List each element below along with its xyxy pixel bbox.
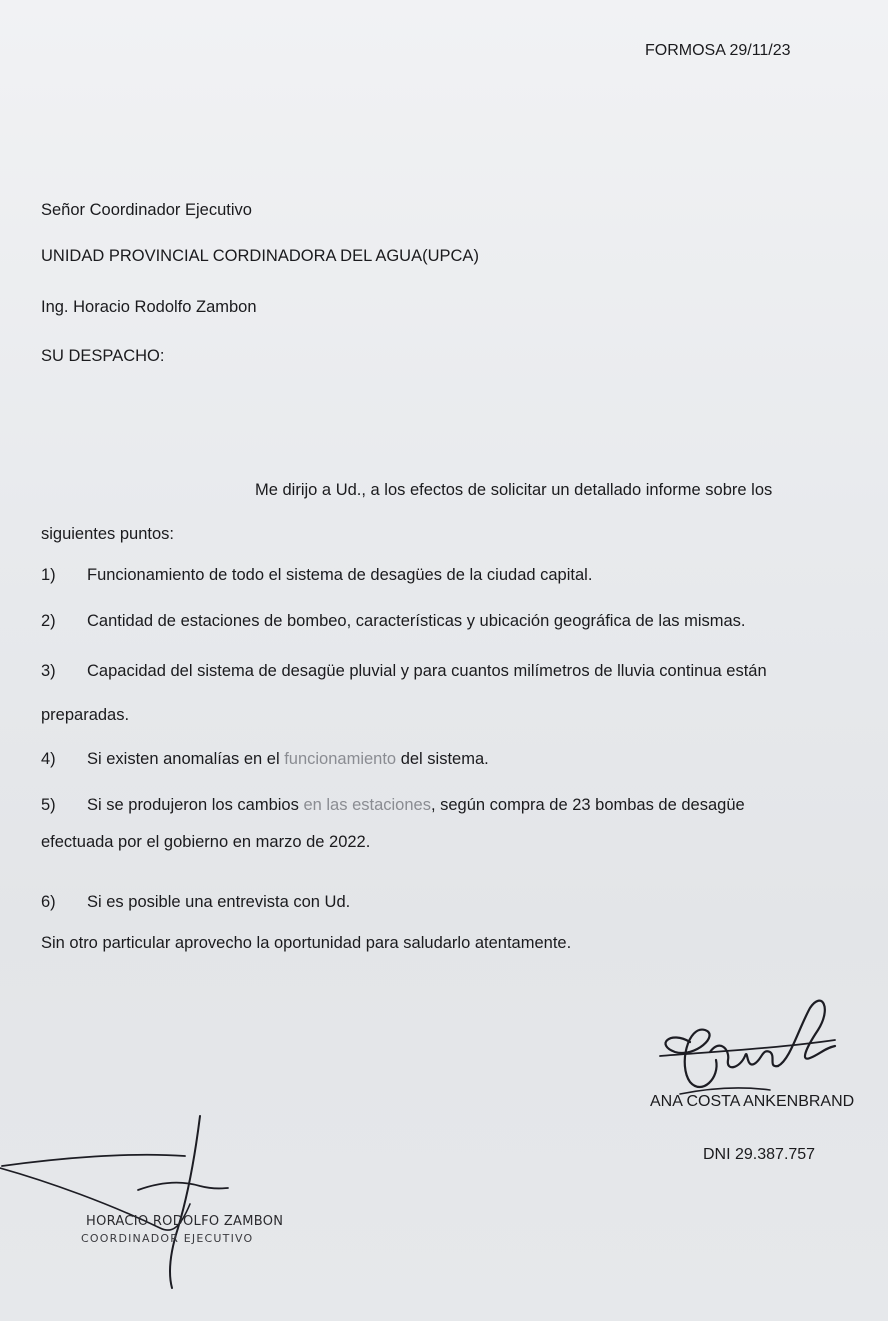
list-item-2	[41, 612, 746, 631]
list-item-text: Funcionamiento de todo el sistema de desagües de la ciudad capital.	[87, 566, 593, 584]
list-item-3-continuation: preparadas.	[41, 706, 130, 724]
letter-date: FORMOSA 29/11/23	[645, 42, 791, 59]
receipt-stamp-name: HORACIO RODOLFO ZAMBON	[86, 1214, 284, 1229]
list-item-4	[41, 750, 489, 769]
recipient-name: Ing. Horacio Rodolfo Zambon	[41, 298, 257, 316]
list-item-text: , según compra de 23 bombas de desagüe	[430, 796, 745, 814]
list-item-number: 4)	[41, 750, 56, 768]
list-item-text: Si existen anomalías en el	[87, 750, 285, 768]
recipient-organization: UNIDAD PROVINCIAL CORDINADORA DEL AGUA(UPCA)	[41, 247, 479, 265]
recipient-office: SU DESPACHO:	[41, 347, 165, 365]
receipt-stamp-title: COORDINADOR EJECUTIVO	[81, 1232, 254, 1245]
closing-sentence: Sin otro particular aprovecho la oportunidad para saludarlo atentamente.	[41, 934, 572, 952]
list-item-number: 6)	[41, 893, 56, 911]
intro-paragraph-line2: siguientes puntos:	[41, 525, 175, 543]
sender-signature	[650, 990, 880, 1100]
list-item-text: Cantidad de estaciones de bombeo, características y ubicación geográfica de las mismas.	[87, 612, 746, 630]
signatory-name: ANA COSTA ANKENBRAND	[650, 1093, 855, 1110]
list-item-text: Si se produjeron los cambios	[87, 796, 304, 814]
list-item-5-continuation: efectuada por el gobierno en marzo de 2022.	[41, 833, 371, 851]
list-item-text: del sistema.	[396, 750, 489, 768]
list-item-3	[41, 662, 767, 681]
list-item-1	[41, 566, 592, 585]
signatory-dni: DNI 29.387.757	[703, 1146, 816, 1163]
list-item-5	[41, 796, 745, 815]
list-item-number: 2)	[41, 612, 56, 630]
list-item-text-faded: en las estaciones	[303, 796, 431, 814]
list-item-6	[41, 893, 350, 912]
list-item-text-faded: funcionamiento	[284, 750, 397, 768]
list-item-number: 1)	[41, 566, 56, 584]
list-item-number: 5)	[41, 796, 56, 814]
list-item-number: 3)	[41, 662, 56, 680]
receiver-signature	[0, 1108, 300, 1298]
list-item-text: Capacidad del sistema de desagüe pluvial y para cuantos milímetros de lluvia continua están	[87, 662, 767, 680]
list-item-text: Si es posible una entrevista con Ud.	[87, 893, 351, 911]
recipient-title: Señor Coordinador Ejecutivo	[41, 201, 252, 219]
intro-paragraph-line1: Me dirijo a Ud., a los efectos de solicitar un detallado informe sobre los	[255, 481, 773, 499]
